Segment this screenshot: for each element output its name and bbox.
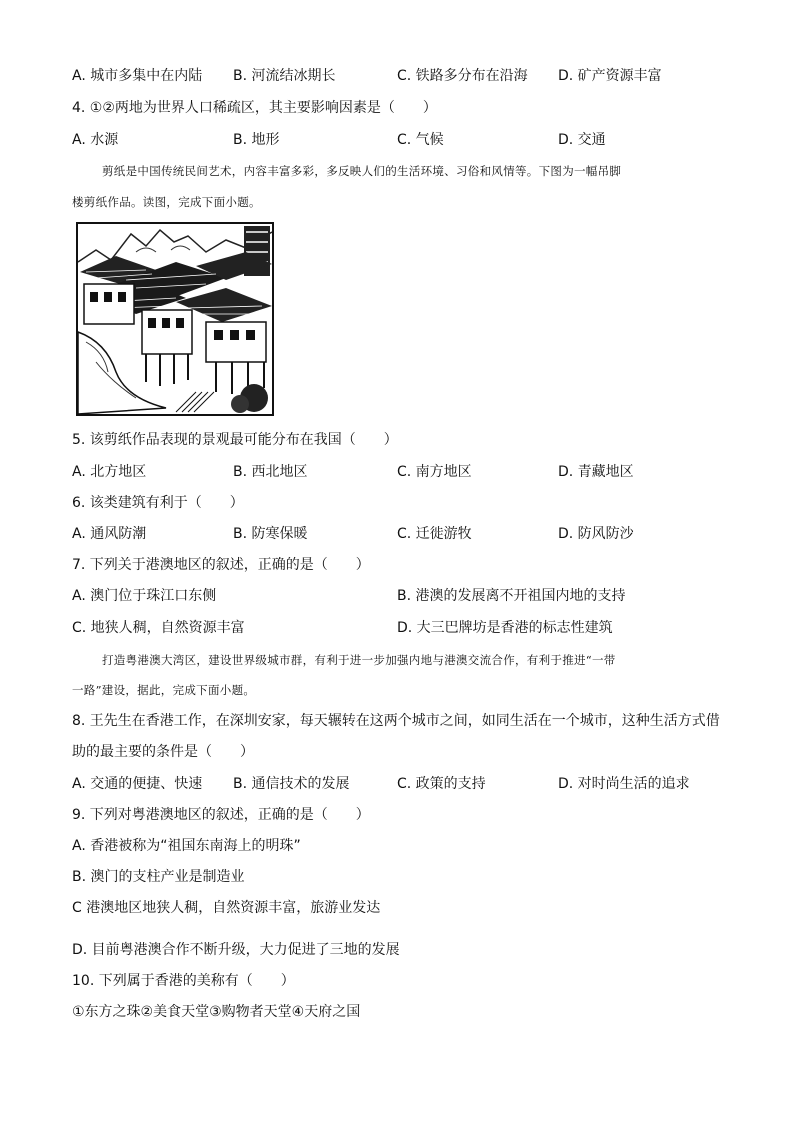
q8-option-c: C. 政策的支持 (397, 776, 486, 792)
q10-items: ①东方之珠②美食天堂③购物者天堂④天府之国 (72, 1004, 361, 1020)
q8-stem-line1: 8. 王先生在香港工作，在深圳安家，每天辗转在这两个城市之间，如同生活在一个城市，这种生活方式借 (72, 713, 720, 729)
q3-option-c: C. 铁路多分布在沿海 (397, 68, 528, 84)
q9-option-a: A. 香港被称为“祖国东南海上的明珠” (72, 838, 301, 854)
q7-option-c: C. 地狭人稠，自然资源丰富 (72, 620, 245, 636)
passage2-line2: 一路”建设，据此，完成下面小题。 (72, 683, 256, 697)
q8-option-a: A. 交通的便捷、快速 (72, 776, 203, 792)
q6-option-a: A. 通风防潮 (72, 526, 147, 542)
q6-stem: 6. 该类建筑有利于（ ） (72, 495, 244, 511)
q5-option-b: B. 西北地区 (233, 464, 308, 480)
q8-option-d: D. 对时尚生活的追求 (558, 776, 690, 792)
q4-option-c: C. 气候 (397, 132, 444, 148)
q6-option-b: B. 防寒保暖 (233, 526, 308, 542)
q10-stem: 10. 下列属于香港的美称有（ ） (72, 973, 295, 989)
q4-option-b: B. 地形 (233, 132, 280, 148)
q5-stem: 5. 该剪纸作品表现的景观最可能分布在我国（ ） (72, 432, 398, 448)
passage1-line2: 楼剪纸作品。读图，完成下面小题。 (72, 195, 261, 209)
q8-stem-line2: 助的最主要的条件是（ ） (72, 744, 254, 760)
q6-option-d: D. 防风防沙 (558, 526, 634, 542)
q9-stem: 9. 下列对粤港澳地区的叙述，正确的是（ ） (72, 807, 370, 823)
q3-option-b: B. 河流结冰期长 (233, 68, 336, 84)
q3-option-a: A. 城市多集中在内陆 (72, 68, 203, 84)
passage2-line1: 打造粤港澳大湾区，建设世界级城市群，有利于进一步加强内地与港澳交流合作，有利于推进“一带 (102, 653, 616, 667)
q7-option-a: A. 澳门位于珠江口东侧 (72, 588, 217, 604)
q9-option-d: D. 目前粤港澳合作不断升级，大力促进了三地的发展 (72, 942, 400, 958)
q4-stem: 4. ①②两地为世界人口稀疏区，其主要影响因素是（ ） (72, 100, 437, 116)
q5-option-c: C. 南方地区 (397, 464, 472, 480)
q3-option-d: D. 矿产资源丰富 (558, 68, 662, 84)
q5-option-d: D. 青藏地区 (558, 464, 634, 480)
q7-option-d: D. 大三巴牌坊是香港的标志性建筑 (397, 620, 613, 636)
q6-option-c: C. 迁徙游牧 (397, 526, 472, 542)
q5-option-a: A. 北方地区 (72, 464, 147, 480)
q9-option-b: B. 澳门的支柱产业是制造业 (72, 869, 245, 885)
stilt-house-papercut-image (76, 222, 274, 416)
passage1-line1: 剪纸是中国传统民间艺术，内容丰富多彩，多反映人们的生活环境、习俗和风情等。下图为一幅吊脚 (102, 164, 622, 178)
q4-option-a: A. 水源 (72, 132, 119, 148)
q9-option-c: C 港澳地区地狭人稠，自然资源丰富，旅游业发达 (72, 900, 381, 916)
q7-option-b: B. 港澳的发展离不开祖国内地的支持 (397, 588, 626, 604)
q7-stem: 7. 下列关于港澳地区的叙述，正确的是（ ） (72, 557, 370, 573)
q8-option-b: B. 通信技术的发展 (233, 776, 350, 792)
q4-option-d: D. 交通 (558, 132, 606, 148)
